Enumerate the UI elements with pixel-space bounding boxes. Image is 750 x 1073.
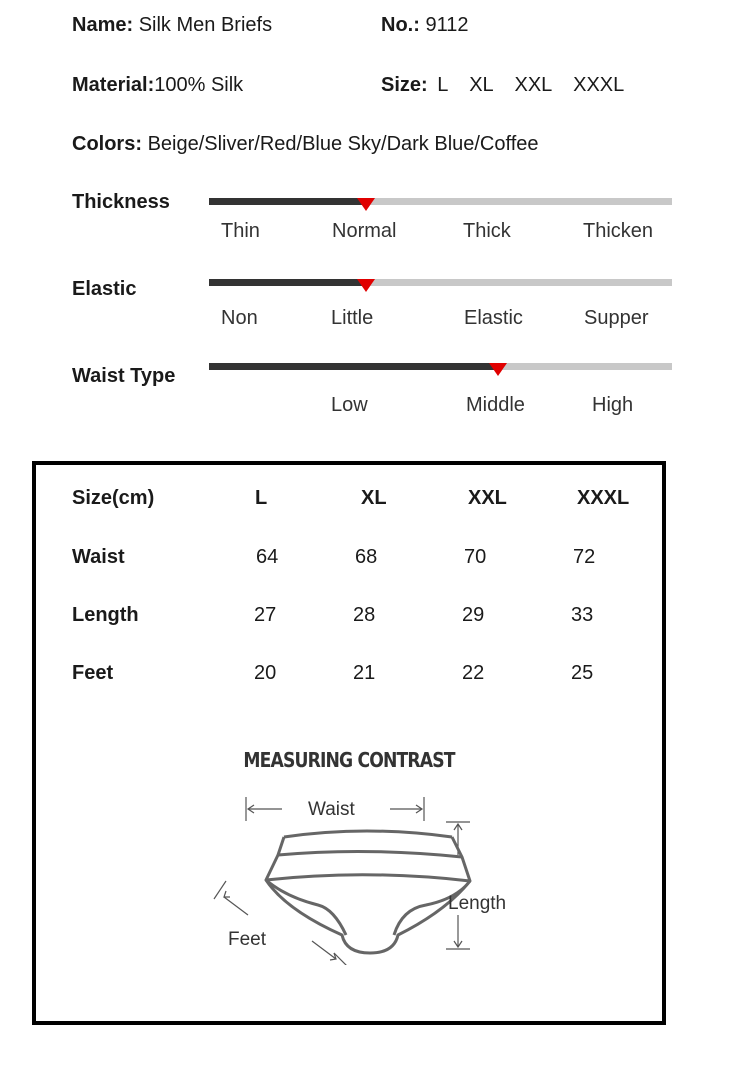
waist-type-fill: [209, 363, 498, 370]
size-label: Size:: [381, 74, 428, 96]
table-cell: 68: [355, 546, 378, 568]
table-header-cell: XL: [361, 487, 387, 509]
number-label: No.:: [381, 14, 420, 36]
table-header-cell: XXXL: [577, 487, 630, 509]
colors-value: Beige/Sliver/Red/Blue Sky/Dark Blue/Coffee: [147, 133, 539, 155]
waist-measure-label: Waist: [308, 799, 355, 820]
table-cell: 27: [254, 604, 277, 626]
size-chart-box: [32, 461, 666, 1025]
number-value: 9112: [425, 14, 469, 36]
size-field: [381, 74, 624, 97]
table-row-label: Length: [72, 604, 139, 626]
thickness-fill: [209, 198, 366, 205]
number-field: [381, 14, 468, 37]
measuring-title: MEASURING CONTRAST: [243, 748, 455, 772]
table-cell: 20: [254, 662, 277, 684]
material-field: [72, 74, 243, 97]
table-cell: 33: [571, 604, 594, 626]
table-header-cell: Size(cm): [72, 487, 155, 509]
elastic-option: Elastic: [464, 307, 523, 329]
thickness-option: Thick: [463, 220, 511, 242]
elastic-track: [209, 279, 672, 286]
table-cell: 72: [573, 546, 596, 568]
thickness-option: Normal: [332, 220, 397, 242]
name-value: Silk Men Briefs: [138, 14, 273, 36]
feet-measure-label: Feet: [228, 929, 267, 950]
table-cell: 22: [462, 662, 485, 684]
elastic-title: Elastic: [72, 278, 137, 300]
size-option: XXXL: [573, 74, 625, 96]
size-option: XXL: [514, 74, 552, 96]
material-value: 100% Silk: [154, 74, 244, 96]
elastic-option: Supper: [584, 307, 649, 329]
thickness-title: Thickness: [72, 191, 170, 213]
table-row-label: Waist: [72, 546, 125, 568]
elastic-fill: [209, 279, 366, 286]
elastic-option: Little: [331, 307, 374, 329]
table-cell: 28: [353, 604, 376, 626]
table-cell: 21: [353, 662, 376, 684]
thickness-marker: [357, 198, 375, 211]
length-measure-label: Length: [448, 893, 507, 914]
table-header-cell: L: [255, 487, 268, 509]
table-cell: 25: [571, 662, 594, 684]
thickness-option: Thin: [221, 220, 260, 242]
table-cell: 64: [256, 546, 279, 568]
table-cell: 70: [464, 546, 487, 568]
table-cell: 29: [462, 604, 485, 626]
waist-type-option: Low: [331, 394, 368, 416]
waist-type-option: High: [592, 394, 634, 416]
size-option: XL: [469, 74, 493, 96]
thickness-option: Thicken: [583, 220, 654, 242]
waist-type-marker: [489, 363, 507, 376]
size-option: L: [437, 74, 448, 96]
colors-field: [72, 133, 539, 156]
table-header-cell: XXL: [468, 487, 507, 509]
waist-type-track: [209, 363, 672, 370]
thickness-track: [209, 198, 672, 205]
name-label: Name:: [72, 14, 134, 36]
waist-type-title: Waist Type: [72, 365, 176, 387]
table-row-label: Feet: [72, 662, 114, 684]
name-field: [72, 14, 272, 37]
colors-label: Colors:: [72, 133, 142, 155]
briefs-outline-icon: [266, 831, 470, 953]
elastic-option: Non: [221, 307, 258, 329]
elastic-marker: [357, 279, 375, 292]
waist-type-option: Middle: [466, 394, 525, 416]
material-label: Material:: [72, 74, 155, 96]
